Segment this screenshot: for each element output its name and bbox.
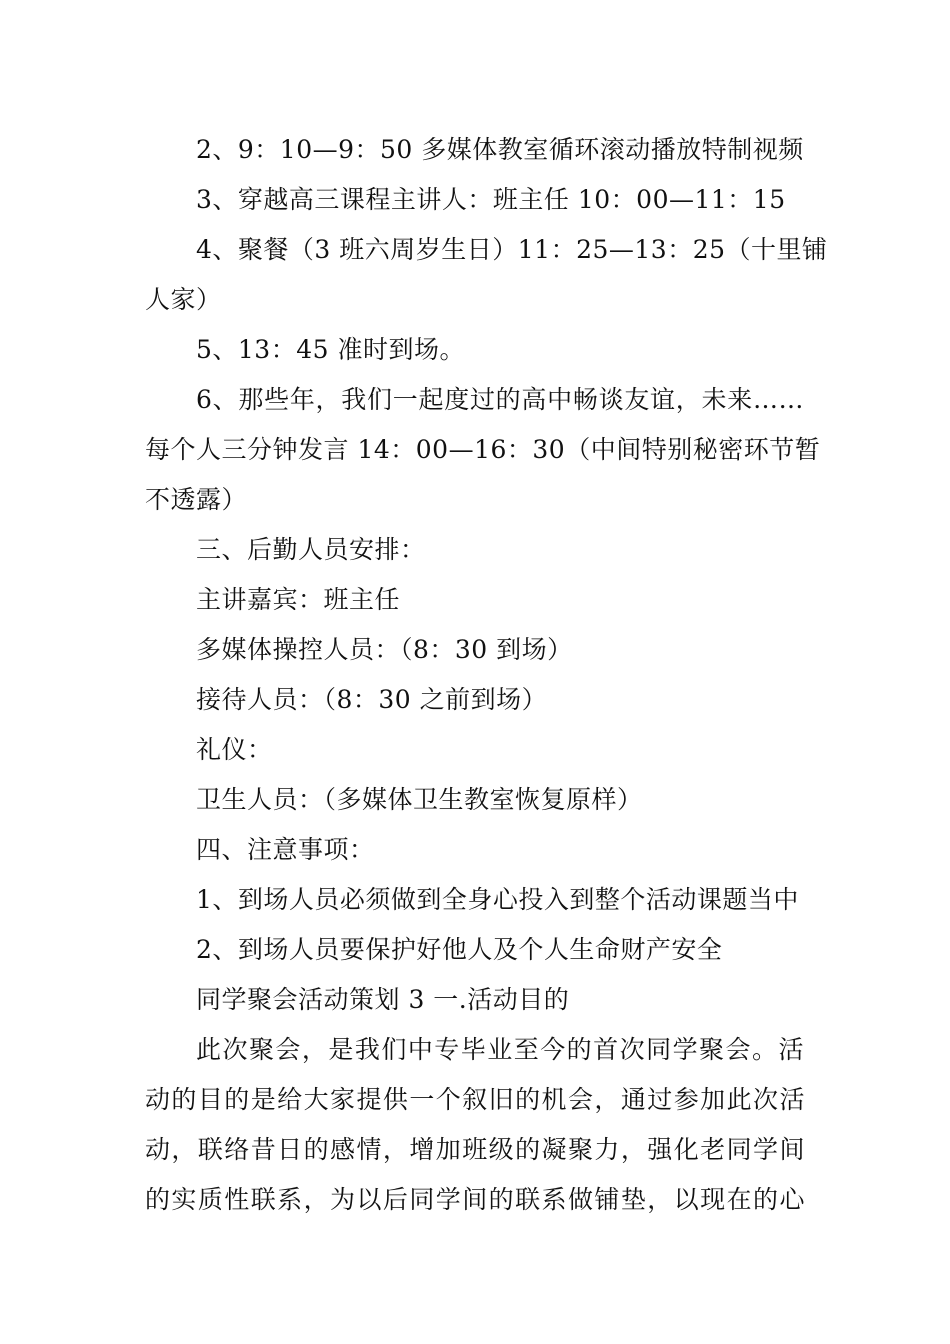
paragraph-line-2: 动的目的是给大家提供一个叙旧的机会，通过参加此次活 — [145, 1085, 805, 1114]
schedule-item-6-end: 不透露） — [145, 485, 248, 514]
section-heading-plan-3: 同学聚会活动策划 3 一.活动目的 — [196, 985, 570, 1014]
staff-reception: 接待人员：（8：30 之前到场） — [196, 685, 548, 714]
staff-cleaning: 卫生人员：（多媒体卫生教室恢复原样） — [196, 785, 643, 814]
section-heading-logistics: 三、后勤人员安排： — [196, 535, 426, 564]
schedule-item-6-continued: 每个人三分钟发言 14：00—16：30（中间特别秘密环节暂 — [145, 435, 821, 464]
schedule-item-2: 2、9：10—9：50 多媒体教室循环滚动播放特制视频 — [196, 135, 804, 164]
staff-speaker: 主讲嘉宾：班主任 — [196, 585, 401, 614]
schedule-item-6: 6、那些年，我们一起度过的高中畅谈友谊，未来…… — [196, 385, 804, 414]
schedule-item-5: 5、13：45 准时到场。 — [196, 335, 465, 364]
note-item-1: 1、到场人员必须做到全身心投入到整个活动课题当中 — [196, 885, 799, 914]
paragraph-line-4: 的实质性联系，为以后同学间的联系做铺垫，以现在的心 — [145, 1185, 805, 1214]
schedule-item-4-continued: 人家） — [145, 285, 222, 314]
paragraph-line-3: 动，联络昔日的感情，增加班级的凝聚力，强化老同学间 — [145, 1135, 805, 1164]
staff-etiquette: 礼仪： — [196, 735, 273, 764]
section-heading-notes: 四、注意事项： — [196, 835, 375, 864]
paragraph-line-1: 此次聚会，是我们中专毕业至今的首次同学聚会。活 — [196, 1035, 804, 1064]
note-item-2: 2、到场人员要保护好他人及个人生命财产安全 — [196, 935, 723, 964]
schedule-item-4: 4、聚餐（3 班六周岁生日）11：25—13：25（十里铺 — [196, 235, 828, 264]
schedule-item-3: 3、穿越高三课程主讲人：班主任 10：00—11：15 — [196, 185, 786, 214]
staff-multimedia: 多媒体操控人员：（8：30 到场） — [196, 635, 573, 664]
